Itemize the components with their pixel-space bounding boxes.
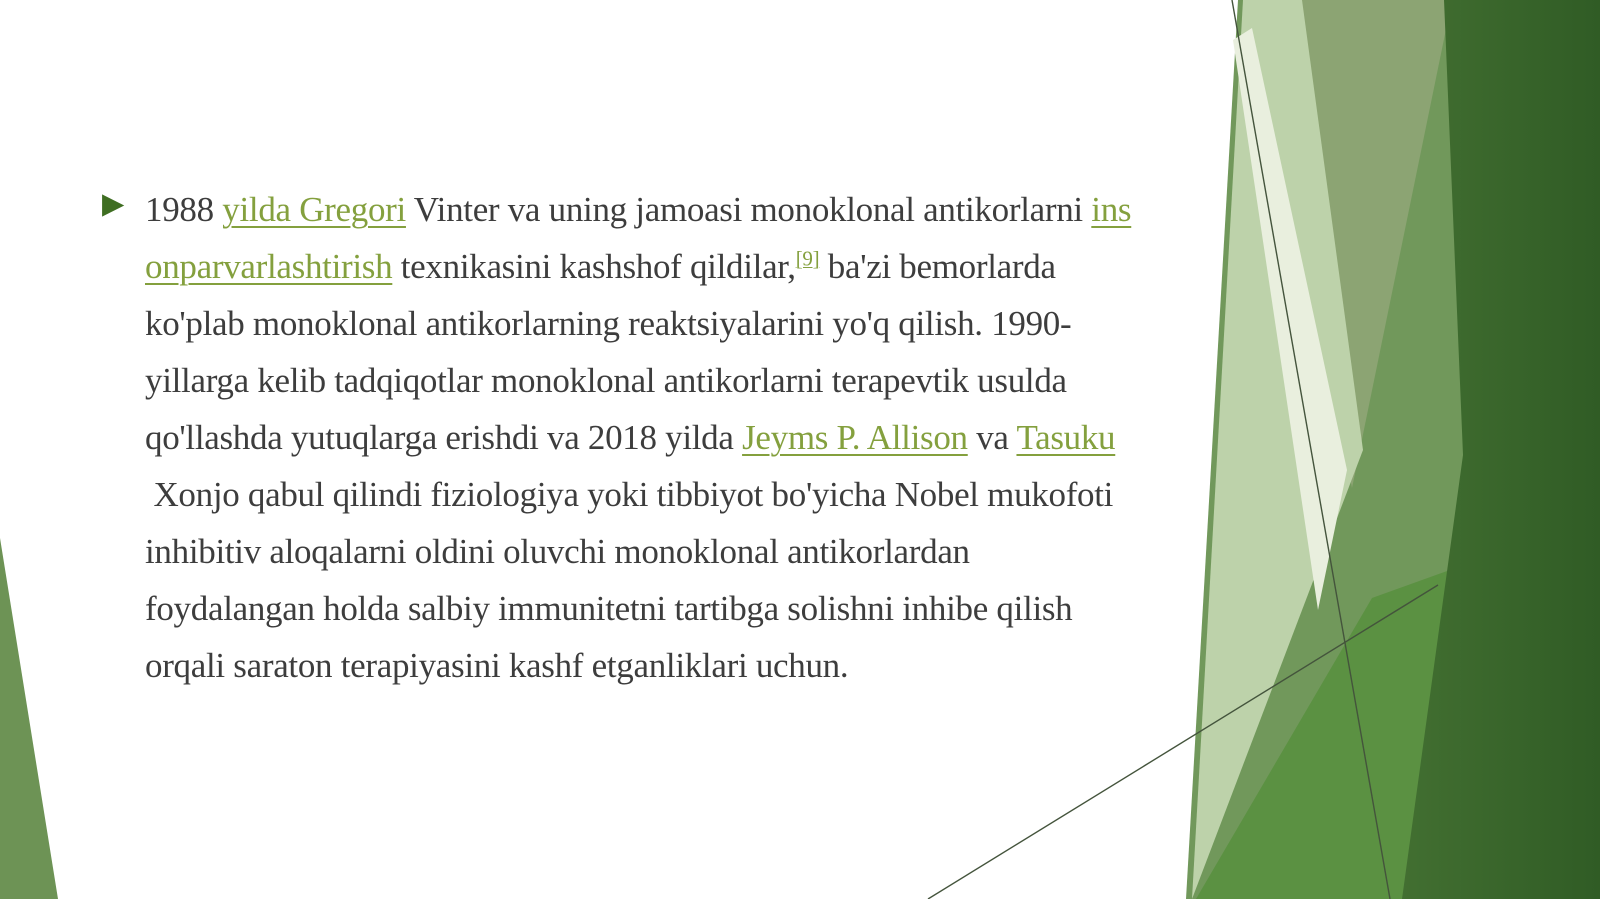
body-text: Xonjo qabul qilindi fiziologiya yoki tibbiyot bo'yicha Nobel mukofoti — [145, 475, 1114, 514]
hyperlink[interactable]: Tasuku — [1016, 418, 1116, 457]
text-line — [145, 580, 1255, 637]
hyperlink[interactable]: onparvarlashtirish — [145, 247, 393, 286]
decoration-left-wedge — [0, 538, 58, 899]
text-line — [145, 637, 1255, 694]
body-text: orqali saraton terapiyasini kashf etganliklari uchun. — [145, 646, 849, 685]
body-text: qo'llashda yutuqlarga erishdi va 2018 yilda — [145, 418, 743, 457]
text-line — [145, 238, 1255, 295]
body-text: yillarga kelib tadqiqotlar monoklonal antikorlarni terapevtik usulda — [145, 361, 1067, 400]
body-text: Vinter va uning jamoasi monoklonal antikorlarni — [405, 190, 1092, 229]
footnote-link[interactable]: [9] — [795, 246, 820, 271]
body-text-block — [145, 181, 1255, 694]
body-text: texnikasini kashshof qildilar, — [392, 247, 796, 286]
body-text: foydalangan holda salbiy immunitetni tartibga solishni inhibe qilish — [145, 589, 1073, 628]
bullet-icon: ▶ — [102, 186, 125, 220]
text-line — [145, 295, 1255, 352]
hyperlink[interactable]: ins — [1091, 190, 1132, 229]
text-line — [145, 466, 1255, 523]
body-text: va — [967, 418, 1017, 457]
text-line — [145, 352, 1255, 409]
hyperlink[interactable]: Jeyms P. Allison — [742, 418, 968, 457]
text-line — [145, 409, 1255, 466]
body-text: ba'zi bemorlarda — [819, 247, 1056, 286]
text-line — [145, 181, 1255, 238]
body-text: inhibitiv aloqalarni oldini oluvchi monoklonal antikorlardan — [145, 532, 970, 571]
body-text: ko'plab monoklonal antikorlarning reaktsiyalarini yo'q qilish. 1990- — [145, 304, 1072, 343]
hyperlink[interactable]: yilda Gregori — [222, 190, 406, 229]
body-text: 1988 — [145, 190, 223, 229]
text-line — [145, 523, 1255, 580]
